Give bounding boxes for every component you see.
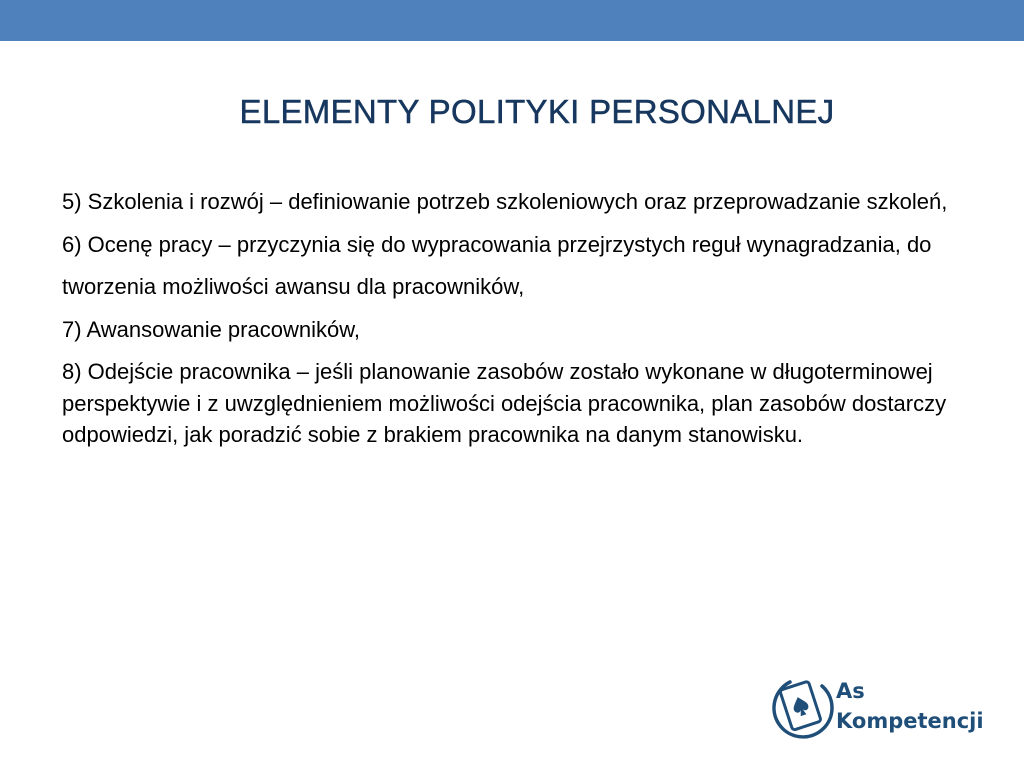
logo-line-1: As bbox=[836, 679, 865, 703]
top-accent-bar bbox=[0, 0, 1024, 41]
paragraph-7: 7) Awansowanie pracowników, bbox=[62, 316, 360, 342]
paragraph-5: 5) Szkolenia i rozwój – definiowanie potrzeb szkoleniowych oraz przeprowadzanie szkoleń, bbox=[62, 189, 948, 214]
paragraph-8: 8) Odejście pracownika – jeśli planowanie zasobów zostało wykonane w długoterminowej perspektywie i z uwzględnieniem możliwości odejścia pracownika, plan zasobów dostarczy odpowiedzi, jak poradzić sobie z brakiem pracownika na danym stanowisku. bbox=[62, 359, 947, 447]
as-kompetencji-logo bbox=[770, 674, 1000, 744]
logo-line-2: Kompetencji bbox=[836, 709, 984, 733]
paragraph-6-continued: tworzenia możliwości awansu dla pracowników, bbox=[62, 274, 525, 299]
card-spade-icon bbox=[770, 674, 834, 744]
slide-content bbox=[62, 186, 972, 462]
slide-title: ELEMENTY POLITYKI PERSONALNEJ bbox=[239, 93, 835, 130]
logo-wordmark bbox=[836, 676, 984, 736]
paragraph-6: 6) Ocenę pracy – przyczynia się do wypracowania przejrzystych reguł wynagradzania, do bbox=[62, 231, 932, 257]
